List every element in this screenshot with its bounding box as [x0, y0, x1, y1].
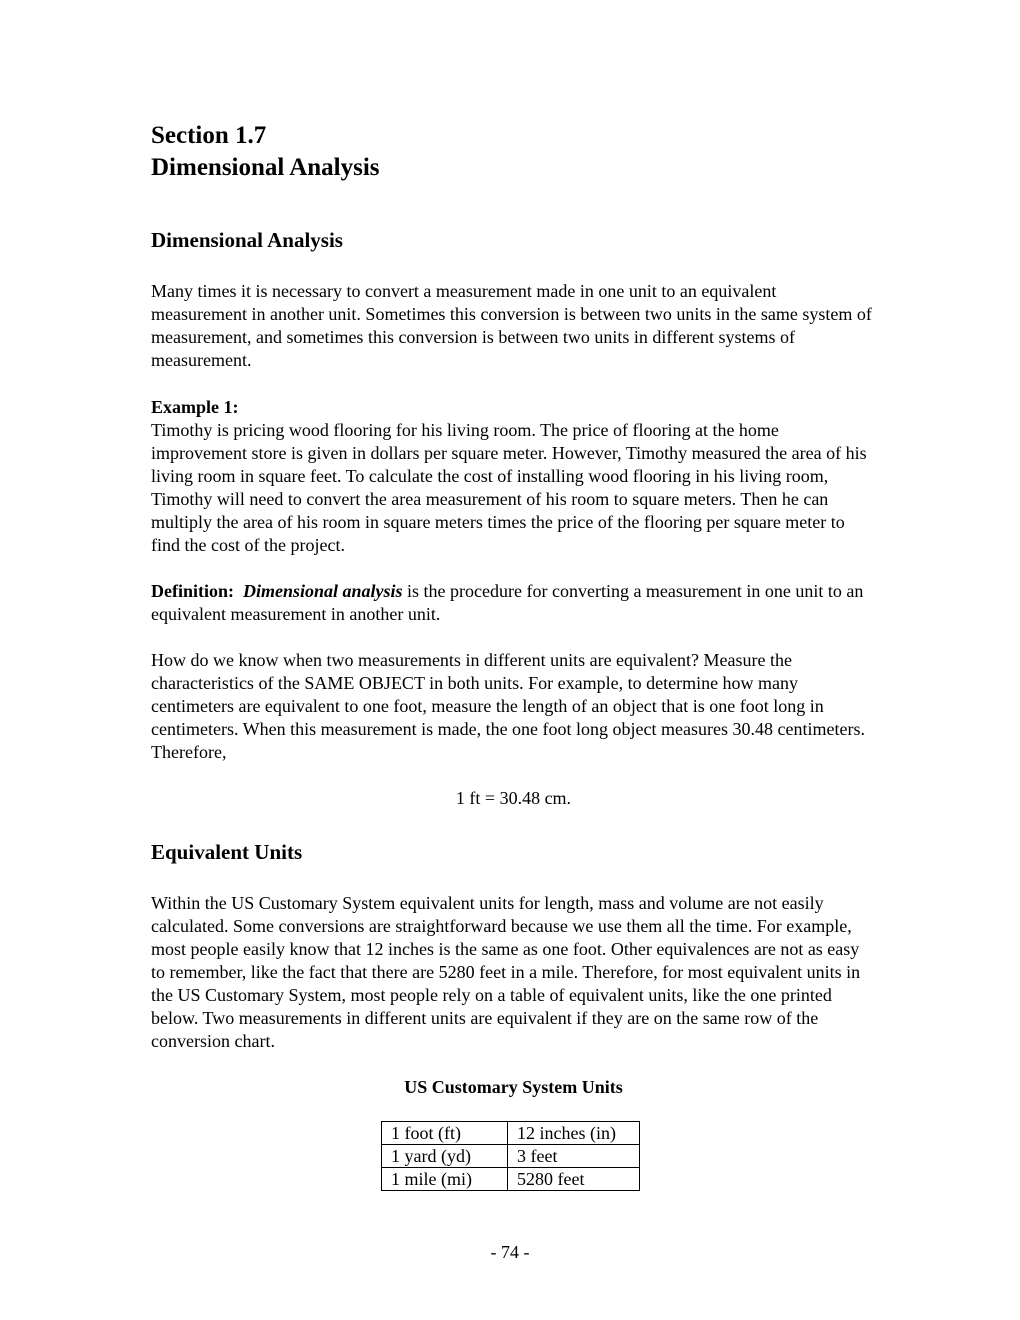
definition-text: is the procedure for converting a measurement in one unit to an equivalent measurement in another unit.	[151, 581, 864, 624]
equivalent-units-heading: Equivalent Units	[151, 840, 303, 864]
equivalent-units-paragraph: Within the US Customary System equivalent units for length, mass and volume are not easily calculated. Some conversions are straightforward because we use them all the time. For example, most people easily know that 12 inches is the same as one foot. Other equivalences are not as easy to remember, like the fact that there are 5280 feet in a mile. Therefore, for most equivalent units in the US Customary System, most people rely on a table of equivalent units, like the one printed below. Two measurements in different units are equivalent if they are on the same row of the conversion chart.	[151, 893, 861, 1051]
table-title: US Customary System Units	[404, 1077, 623, 1097]
page-content	[151, 120, 876, 1191]
table-cell: 5280 feet	[508, 1168, 640, 1191]
table-row	[382, 1122, 640, 1145]
definition-label: Definition:	[151, 581, 234, 601]
definition-paragraph	[151, 580, 876, 626]
conversion-table	[381, 1121, 640, 1191]
equation: 1 ft = 30.48 cm.	[455, 788, 572, 808]
table-cell: 3 feet	[508, 1145, 640, 1168]
table-cell: 1 yard (yd)	[382, 1145, 508, 1168]
example-paragraph: Timothy is pricing wood flooring for his living room. The price of flooring at the home improvement store is given in dollars per square meter. However, Timothy measured the area of his living room in square feet. To calculate the cost of installing wood flooring in his living room, Timothy will need to convert the area measurement of his room to square meters. Then he can multiply the area of his room in square meters times the price of the flooring per square meter to find the cost of the project.	[151, 420, 867, 555]
example-label: Example 1:	[151, 397, 239, 417]
section-number: Section 1.7	[151, 122, 267, 149]
table-cell: 12 inches (in)	[508, 1122, 640, 1145]
section-title: Dimensional Analysis	[151, 154, 380, 181]
table-cell: 1 mile (mi)	[382, 1168, 508, 1191]
intro-paragraph: Many times it is necessary to convert a measurement made in one unit to an equivalent measurement in another unit. Sometimes this conversion is between two units in the same system of measurement, and sometimes this conversion is between two units in different systems of measurement.	[151, 281, 872, 370]
definition-term: Dimensional analysis	[243, 581, 403, 601]
intro-heading: Dimensional Analysis	[151, 228, 343, 252]
table-row	[382, 1145, 640, 1168]
table-row	[382, 1168, 640, 1191]
page-number: - 74 -	[490, 1242, 530, 1262]
table-cell: 1 foot (ft)	[382, 1122, 508, 1145]
equivalence-paragraph: How do we know when two measurements in different units are equivalent? Measure the characteristics of the SAME OBJECT in both units. For example, to determine how many centimeters are equivalent to one foot, measure the length of an object that is one foot long in centimeters. When this measurement is made, the one foot long object measures 30.48 centimeters. Therefore,	[151, 650, 865, 762]
